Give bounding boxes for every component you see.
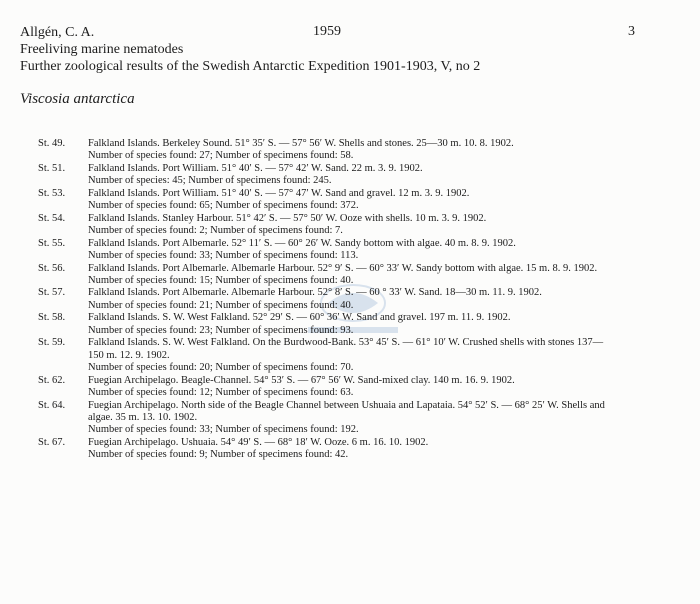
- station-counts: Number of species found: 33; Number of specimens found: 113.: [88, 250, 359, 262]
- station-number: St. 59.: [38, 337, 66, 349]
- station-counts: Number of species found: 27; Number of specimens found: 58.: [88, 150, 354, 162]
- station-description: Falkland Islands. Stanley Harbour. 51° 42′ S. — 57° 50′ W. Ooze with shells. 10 m. 3. 9. 1902.: [88, 212, 487, 224]
- publication-title: Further zoological results of the Swedish Antarctic Expedition 1901-1903, V, no 2: [20, 59, 481, 74]
- author: Allgén, C. A.: [20, 25, 95, 40]
- year: 1959: [313, 24, 341, 39]
- station-number: St. 57.: [38, 287, 66, 299]
- station-entry: [38, 337, 610, 374]
- station-counts: Number of species found: 65; Number of specimens found: 372.: [88, 200, 359, 212]
- station-description: Falkland Islands. Port William. 51° 40′ S. — 57° 42′ W. Sand. 22 m. 3. 9. 1902.: [88, 162, 423, 174]
- station-description: Falkland Islands. Berkeley Sound. 51° 35′ S. — 57° 56′ W. Shells and stones. 25—30 m. 10. 8. 1902.: [88, 138, 514, 149]
- station-number: St. 62.: [38, 374, 66, 386]
- station-counts: Number of species found: 15; Number of specimens found: 40.: [88, 274, 354, 286]
- station-counts: Number of species found: 21; Number of specimens found: 40.: [88, 299, 354, 311]
- station-entry: [38, 213, 610, 238]
- station-number: St. 49.: [38, 138, 66, 149]
- station-number: St. 64.: [38, 399, 66, 411]
- station-counts: Number of species found: 12; Number of specimens found: 63.: [88, 387, 354, 399]
- station-description: Fuegian Archipelago. Ushuaia. 54° 49′ S. — 68° 18′ W. Ooze. 6 m. 16. 10. 1902.: [88, 436, 429, 448]
- station-list: [38, 138, 610, 462]
- station-entry: [38, 163, 610, 188]
- species-heading: Viscosia antarctica: [20, 91, 135, 107]
- station-number: St. 56.: [38, 262, 66, 274]
- station-description: Falkland Islands. Port Albemarle. Albemarle Harbour. 52° 8′ S. — 60 ° 33′ W. Sand. 18—30 m. 11. 9. 1902.: [88, 287, 542, 299]
- station-number: St. 53.: [38, 187, 66, 199]
- station-entry: [38, 375, 610, 400]
- station-entry: [38, 188, 610, 213]
- station-entry: [38, 287, 610, 312]
- station-entry: [38, 238, 610, 263]
- station-counts: Number of species found: 20; Number of specimens found: 70.: [88, 362, 354, 374]
- station-description: Fuegian Archipelago. North side of the Beagle Channel between Ushuaia and Lapataia. 54° 52′ S. — 68° 25′ W. Shells and algae. 35 m. 13. 10. 1902.: [88, 399, 605, 423]
- station-description: Falkland Islands. Port Albemarle. Albemarle Harbour. 52° 9′ S. — 60° 33′ W. Sandy bottom with algae. 15 m. 8. 9. 1902.: [88, 262, 598, 274]
- station-number: St. 54.: [38, 212, 66, 224]
- series-title: Freeliving marine nematodes: [20, 42, 184, 57]
- station-counts: Number of species found: 33; Number of specimens found: 192.: [88, 424, 359, 436]
- station-counts: Number of species found: 9; Number of specimens found: 42.: [88, 449, 349, 461]
- station-counts: Number of species found: 2; Number of specimens found: 7.: [88, 225, 343, 237]
- station-entry: [38, 437, 610, 462]
- station-description: Fuegian Archipelago. Beagle-Channel. 54° 53′ S. — 67° 56′ W. Sand-mixed clay. 140 m. 16. 9. 1902.: [88, 374, 515, 386]
- station-entry: [38, 400, 610, 437]
- station-counts: Number of species found: 23; Number of specimens found: 93.: [88, 324, 354, 336]
- station-number: St. 55.: [38, 237, 66, 249]
- station-description: Falkland Islands. Port Albemarle. 52° 11′ S. — 60° 26′ W. Sandy bottom with algae. 40 m. 8. 9. 1902.: [88, 237, 516, 249]
- station-number: St. 51.: [38, 162, 66, 174]
- station-description: Falkland Islands. Port William. 51° 40′ S. — 57° 47′ W. Sand and gravel. 12 m. 3. 9. 1902.: [88, 187, 470, 199]
- station-entry: [38, 138, 610, 163]
- station-description: Falkland Islands. S. W. West Falkland. On the Burdwood-Bank. 53° 45′ S. — 61° 10′ W. Crushed shells with stones 137—150 m. 12. 9. 1902.: [88, 337, 604, 361]
- station-number: St. 58.: [38, 312, 66, 324]
- station-description: Falkland Islands. S. W. West Falkland. 52° 29′ S. — 60° 36′ W. Sand and gravel. 197 m. 11. 9. 1902.: [88, 312, 511, 324]
- station-counts: Number of species: 45; Number of specimens found: 245.: [88, 175, 332, 187]
- page-number: 3: [628, 24, 635, 39]
- station-number: St. 67.: [38, 436, 66, 448]
- station-entry: [38, 312, 610, 337]
- station-entry: [38, 263, 610, 288]
